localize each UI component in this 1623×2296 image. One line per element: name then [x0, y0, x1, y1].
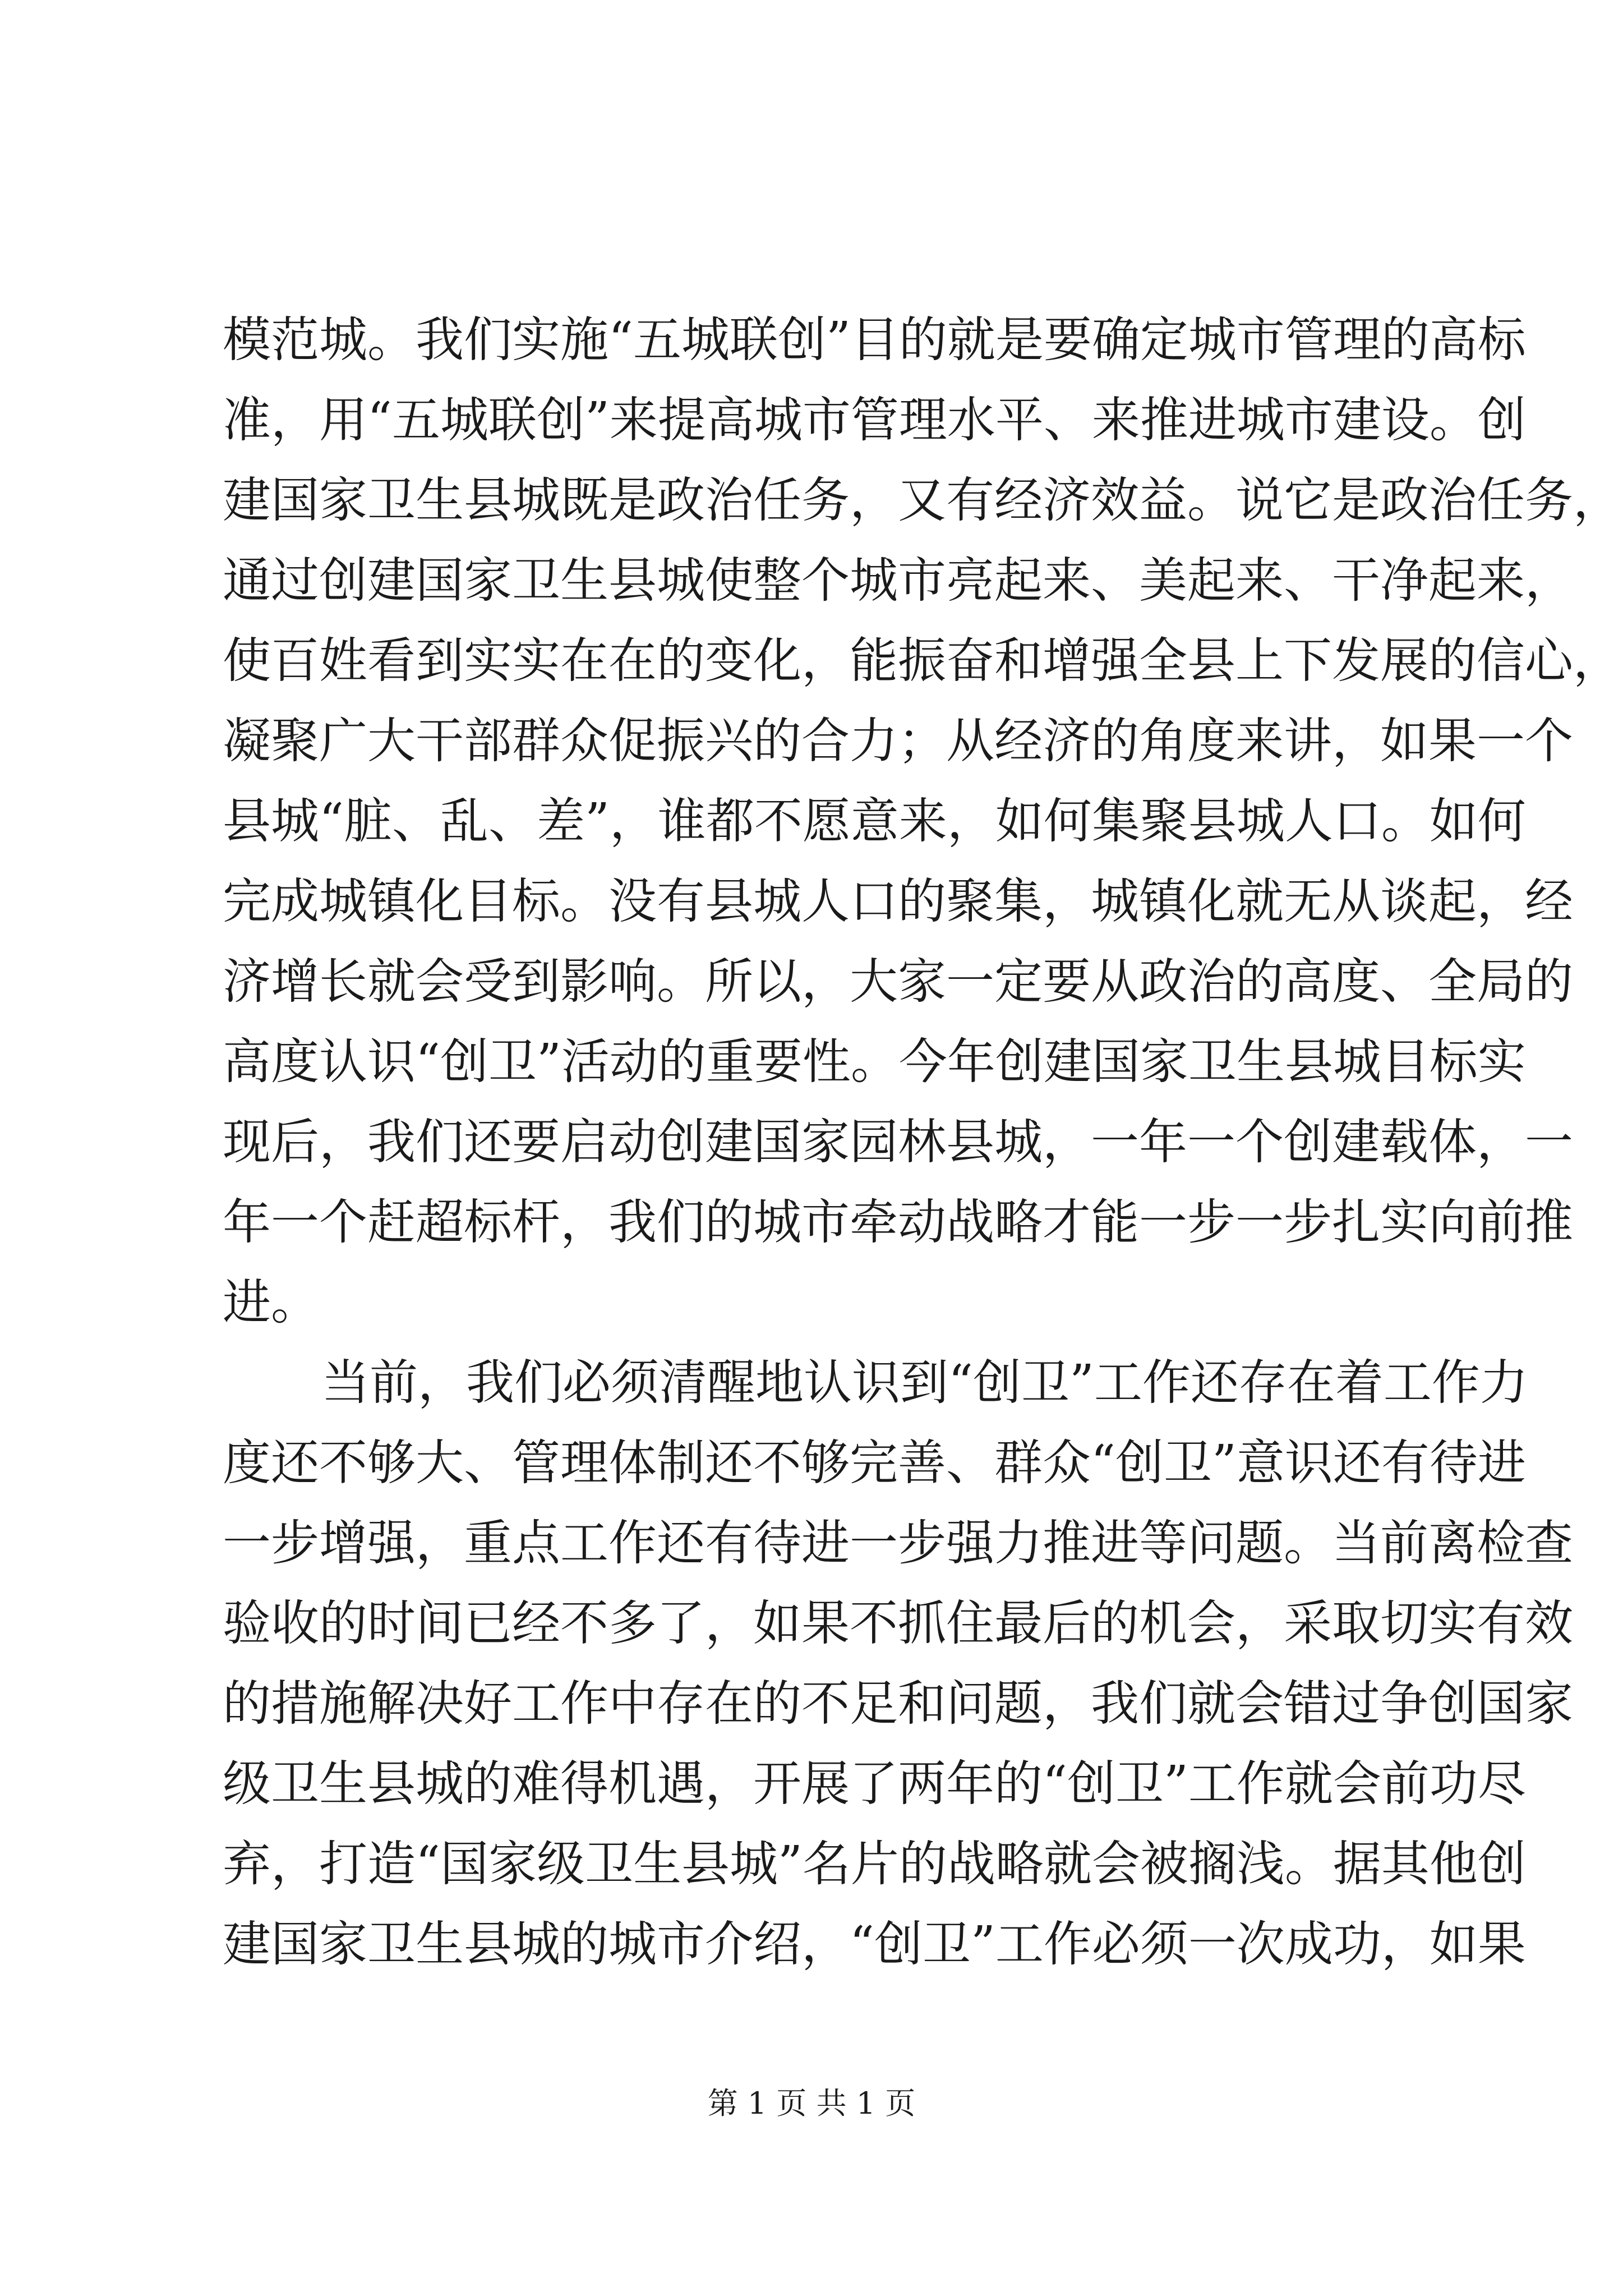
page-footer: 第 1 页 共 1 页: [707, 2086, 916, 2121]
text-line: 现后，我们还要启动创建国家园林县城，一年一个创建载体，一: [223, 1114, 1573, 1170]
text-line: 建国家卫生县城的城市介绍，“创卫”工作必须一次成功，如果: [223, 1916, 1526, 1972]
text-line: 通过创建国家卫生县城使整个城市亮起来、美起来、干净起来，: [223, 553, 1573, 609]
text-line: 验收的时间已经不多了，如果不抓住最后的机会，采取切实有效: [223, 1595, 1573, 1651]
body-text: [223, 300, 1621, 1985]
text-line: 年一个赶超标杆，我们的城市牵动战略才能一步一步扎实向前推: [223, 1194, 1573, 1250]
text-line: 准，用“五城联创”来提高城市管理水平、来推进城市建设。创: [223, 392, 1526, 448]
text-line: 一步增强，重点工作还有待进一步强力推进等问题。当前离检查: [223, 1515, 1573, 1571]
text-line: 的措施解决好工作中存在的不足和问题，我们就会错过争创国家: [223, 1676, 1573, 1732]
text-line: 进。: [223, 1274, 319, 1331]
text-line: 使百姓看到实实在在的变化，能振奋和增强全县上下发展的信心，: [223, 633, 1621, 689]
text-line: 度还不够大、管理体制还不够完善、群众“创卫”意识还有待进: [223, 1435, 1526, 1491]
text-line: 高度认识“创卫”活动的重要性。今年创建国家卫生县城目标实: [223, 1034, 1526, 1090]
text-line: 弃，打造“国家级卫生县城”名片的战略就会被搁浅。据其他创: [223, 1836, 1526, 1892]
text-line: 济增长就会受到影响。所以，大家一定要从政治的高度、全局的: [223, 954, 1573, 1010]
text-line: 级卫生县城的难得机遇，开展了两年的“创卫”工作就会前功尽: [223, 1756, 1526, 1812]
text-line: 县城“脏、乱、差”，谁都不愿意来，如何集聚县城人口。如何: [223, 793, 1526, 849]
text-line: 凝聚广大干部群众促振兴的合力；从经济的角度来讲，如果一个: [223, 713, 1573, 769]
text-line: 模范城。我们实施“五城联创”目的就是要确定城市管理的高标: [223, 312, 1526, 368]
text-line: 建国家卫生县城既是政治任务，又有经济效益。说它是政治任务，: [223, 472, 1621, 528]
paragraph-first-line: 当前，我们必须清醒地认识到“创卫”工作还存在着工作力: [321, 1355, 1528, 1411]
text-line: 完成城镇化目标。没有县城人口的聚集，城镇化就无从谈起，经: [223, 873, 1573, 930]
